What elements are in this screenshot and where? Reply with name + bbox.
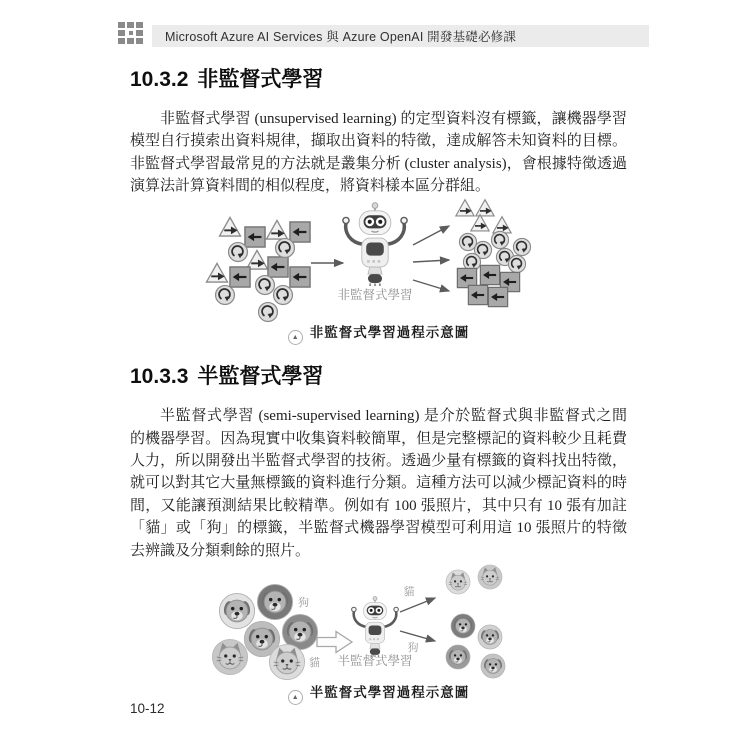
section-number: 10.3.2: [130, 68, 189, 91]
section-number: 10.3.3: [130, 365, 189, 389]
unlabeled-shapes-scatter-group: [206, 217, 310, 321]
robot-label: 非監督式學習: [337, 287, 413, 302]
dog-label-arrow: 狗: [407, 641, 419, 654]
section-title: 非監督式學習: [197, 68, 324, 91]
robot-icon: [352, 596, 399, 657]
semisupervised-diagram-image: [185, 562, 605, 686]
cat-label-arrow: 貓: [403, 585, 415, 598]
caption-up-triangle-icon: ▲: [288, 690, 303, 705]
section-paragraph-semisupervised: 半監督式學習 (semi-supervised learning) 是介於監督式與非監督式之間的機器學習。因為現實中收集資料較簡單，但是完整標記的資料較少且耗費人力，所以開發出半監督式學習的技術。透過少量有標籤的資料找出特徵，就可以對其它大量無標籤的資料進行分類。這種方法可以減少標記資料的時間，又能讓預測結果比較精準。例如有 100 張照片，其中只有 10 張有加註「貓」或「狗」的標籤，半監督式機器學習模型可利用這 10 張照片的特徵去辨識及分類剩餘的照片。: [130, 408, 627, 559]
robot-label: 半監督式學習: [337, 653, 413, 668]
block-input-arrow: [317, 631, 352, 652]
output-arrows-group: [400, 584, 435, 654]
section-paragraph-unsupervised: 非監督式學習 (unsupervised learning) 的定型資料沒有標籤，讓機器學習模型自行摸索出資料規律，擷取出資料的特徵，達成解答未知資料的目標。非監督式學習最常見的方法就是叢集分析 (cluster analysis)，會根據特徵透過演算法計算資料間的相似程度，將資料樣本區分群組。: [130, 111, 627, 195]
cat-label-left: 貓: [309, 656, 320, 669]
cluster-cats-group: [446, 565, 502, 594]
output-arrows-group: [413, 226, 449, 291]
caption-up-triangle-icon: ▲: [288, 330, 303, 345]
section-heading-10-3-3: [130, 361, 627, 392]
dog-label-left: 狗: [298, 596, 309, 609]
unsupervised-diagram-image: [185, 198, 605, 326]
page-content: [130, 64, 627, 705]
mixed-photos-scatter-group: [212, 584, 320, 679]
cluster-dogs-group: [446, 614, 505, 678]
figure-semisupervised-learning: [130, 562, 627, 686]
running-header: [152, 25, 649, 47]
page-number: 10-12: [130, 701, 165, 716]
figure-caption-unsupervised: [130, 324, 627, 346]
robot-icon: [343, 202, 407, 285]
publisher-logo-icon: [118, 22, 143, 44]
book-title: Microsoft Azure AI Services 與 Azure OpenAI 開發基礎必修課: [165, 30, 517, 44]
figure-unsupervised-learning: [130, 198, 627, 326]
cluster-squares-group: [457, 265, 519, 306]
figure-caption-semisupervised: [130, 684, 627, 706]
caption-text: 非監督式學習過程示意圖: [309, 324, 470, 340]
section-title: 半監督式學習: [197, 365, 324, 389]
cluster-triangles-group: [456, 199, 511, 232]
section-heading-10-3-2: [130, 64, 627, 95]
caption-text: 半監督式學習過程示意圖: [309, 684, 470, 700]
